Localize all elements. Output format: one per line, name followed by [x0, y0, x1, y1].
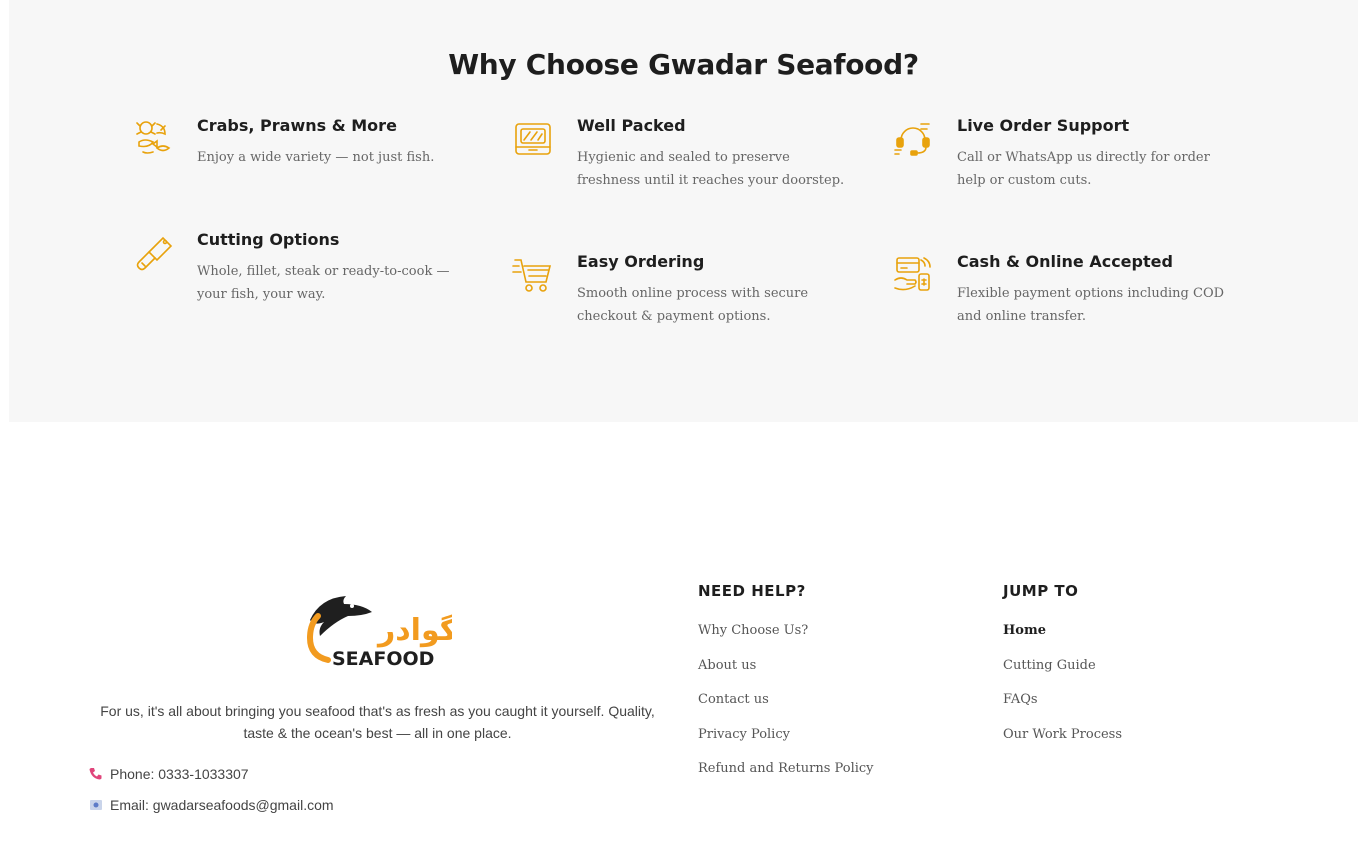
feature-title: Crabs, Prawns & More — [197, 116, 397, 135]
feature-title: Easy Ordering — [577, 252, 705, 271]
phone-contact[interactable] — [89, 766, 249, 782]
need-help-column — [698, 582, 874, 787]
logo-urdu-text: گوادر — [378, 613, 452, 648]
payment-card-icon — [891, 252, 935, 296]
about-text: For us, it's all about bringing you seafood that's as fresh as you caught it yourself. Quality, taste & the ocean's best — all in one place. — [100, 703, 655, 741]
package-box-icon — [511, 116, 555, 160]
feature-description: Flexible payment options including COD and online transfer. — [957, 286, 1225, 324]
footer-link-faqs[interactable]: FAQs — [1003, 692, 1038, 707]
email-text: Email: gwadarseafoods@gmail.com — [110, 797, 334, 813]
phone-icon — [89, 767, 103, 781]
jump-to-heading: JUMP TO — [1003, 582, 1079, 600]
footer-link-cutting-guide[interactable]: Cutting Guide — [1003, 657, 1096, 673]
feature-title: Cash & Online Accepted — [957, 252, 1173, 271]
feature-description: Whole, fillet, steak or ready-to-cook — your fish, your way. — [197, 264, 450, 302]
feature-title: Cutting Options — [197, 230, 340, 249]
feature-title: Live Order Support — [957, 116, 1130, 135]
section-title: Why Choose Gwadar Seafood? — [448, 48, 919, 81]
footer-link-contact-us[interactable]: Contact us — [698, 692, 769, 707]
feature-description: Hygienic and sealed to preserve freshness until it reaches your doorstep. — [577, 150, 845, 188]
footer-link-refund-policy[interactable]: Refund and Returns Policy — [698, 761, 874, 776]
logo-brand-text: SEAFOOD — [332, 648, 435, 670]
cleaver-knife-icon — [131, 230, 175, 274]
seafood-icon — [131, 116, 175, 160]
email-contact[interactable] — [89, 797, 334, 813]
support-headset-icon — [891, 116, 935, 160]
footer-link-about-us[interactable]: About us — [698, 657, 757, 673]
footer-link-why-choose-us[interactable]: Why Choose Us? — [698, 623, 809, 638]
brand-logo[interactable] — [296, 586, 452, 670]
footer-link-work-process[interactable]: Our Work Process — [1003, 726, 1123, 742]
jump-to-column — [1003, 582, 1122, 752]
email-icon — [89, 798, 103, 812]
phone-text: Phone: 0333-1033307 — [110, 766, 249, 782]
feature-description: Call or WhatsApp us directly for order help or custom cuts. — [957, 150, 1210, 188]
need-help-heading: NEED HELP? — [698, 582, 806, 600]
shopping-cart-icon — [511, 252, 555, 296]
feature-description: Smooth online process with secure checkout & payment options. — [577, 286, 809, 324]
feature-title: Well Packed — [577, 116, 686, 135]
footer-link-home[interactable]: Home — [1003, 623, 1046, 638]
why-choose-section — [9, 0, 1358, 422]
logo-graphic — [296, 586, 452, 670]
footer-link-privacy-policy[interactable]: Privacy Policy — [698, 726, 790, 742]
feature-description: Enjoy a wide variety — not just fish. — [197, 150, 435, 165]
